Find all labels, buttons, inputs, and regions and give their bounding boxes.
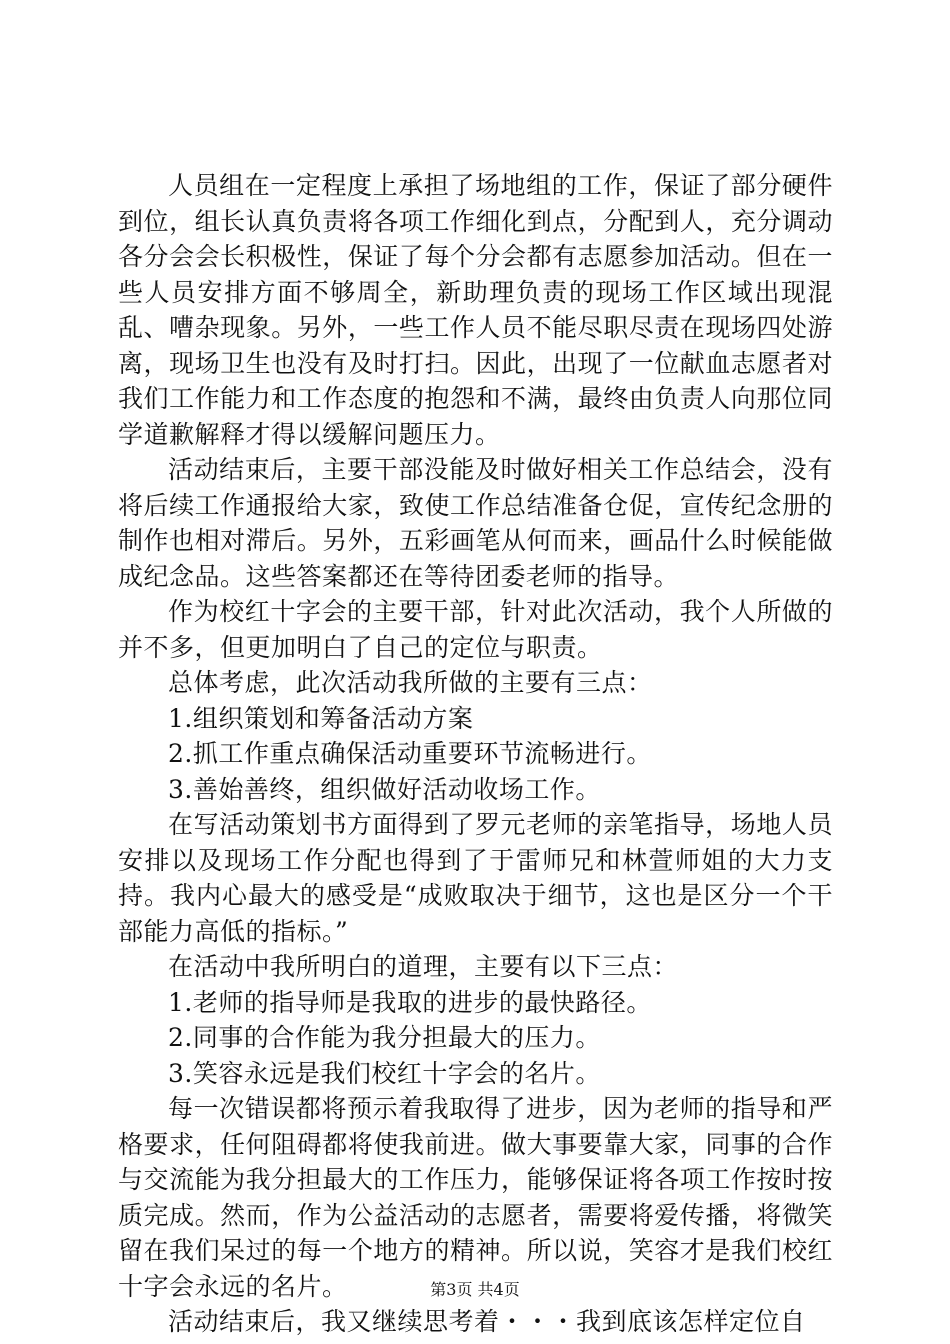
page-number-footer: 第3页 共4页 [430,1280,520,1299]
paragraph-reflection: 每一次错误都将预示着我取得了进步，因为老师的指导和严格要求，任何阻碍都将使我前进。做大事要靠大家，同事的合作与交流能为我分担最大的工作压力，能够保证将各项工作按时按质完成。然而，作为公益活动的志愿者，需要将爱传播，将微笑留在我们呆过的每一个地方的精神。所以说，笑容才是我们校红十字会永远的名片。 [118,1094,833,1301]
paragraph-continued-thinking: 活动结束后，我又继续思考着・・・我到底该怎样定位自 [168,1307,806,1336]
list-item-teacher-guidance: 1.老师的指导师是我取的进步的最快路径。 [168,987,652,1017]
paragraph-lessons-intro: 在活动中我所明白的道理，主要有以下三点： [168,952,679,981]
paragraph-personal-role: 作为校红十字会的主要干部，针对此次活动，我个人所做的并不多，但更加明白了自己的定位与职责。 [118,597,833,662]
list-item-cooperation: 2.同事的合作能为我分担最大的压力。 [168,1023,601,1052]
list-item-smile: 3.笑容永远是我们校红十字会的名片。 [168,1058,601,1088]
paragraph-post-event-issues: 活动结束后，主要干部没能及时做好相关工作总结会，没有将后续工作通报给大家，致使工作总结准备仓促，宣传纪念册的制作也相对滞后。另外，五彩画笔从何而来，画品什么时候能做成纪念品。这些答案都还在等待团委老师的指导。 [118,455,833,591]
paragraph-three-points-intro: 总体考虑，此次活动我所做的主要有三点： [168,668,653,697]
document-body [118,168,833,1340]
paragraph-staff-group-summary: 人员组在一定程度上承担了场地组的工作，保证了部分硬件到位，组长认真负责将各项工作细化到点，分配到人，充分调动各分会会长积极性，保证了每个分会都有志愿参加活动。但在一些人员安排方面不够周全，新助理负责的现场工作区域出现混乱、嘈杂现象。另外，一些工作人员不能尽职尽责在现场四处游离，现场卫生也没有及时打扫。因此，出现了一位献血志愿者对我们工作能力和工作态度的抱怨和不满，最终由负责人向那位同学道歉解释才得以缓解问题压力。 [118,171,833,449]
list-item-plan: 1.组织策划和筹备活动方案 [168,703,474,733]
paragraph-guidance-and-support: 在写活动策划书方面得到了罗元老师的亲笔指导，场地人员安排以及现场工作分配也得到了于雷师兄和林萱师姐的大力支持。我内心最大的感受是“成败取决于细节，这也是区分一个干部能力高低的指标。” [118,810,833,946]
list-item-closing: 3.善始善终，组织做好活动收场工作。 [168,774,601,804]
list-item-focus: 2.抓工作重点确保活动重要环节流畅进行。 [168,739,652,768]
